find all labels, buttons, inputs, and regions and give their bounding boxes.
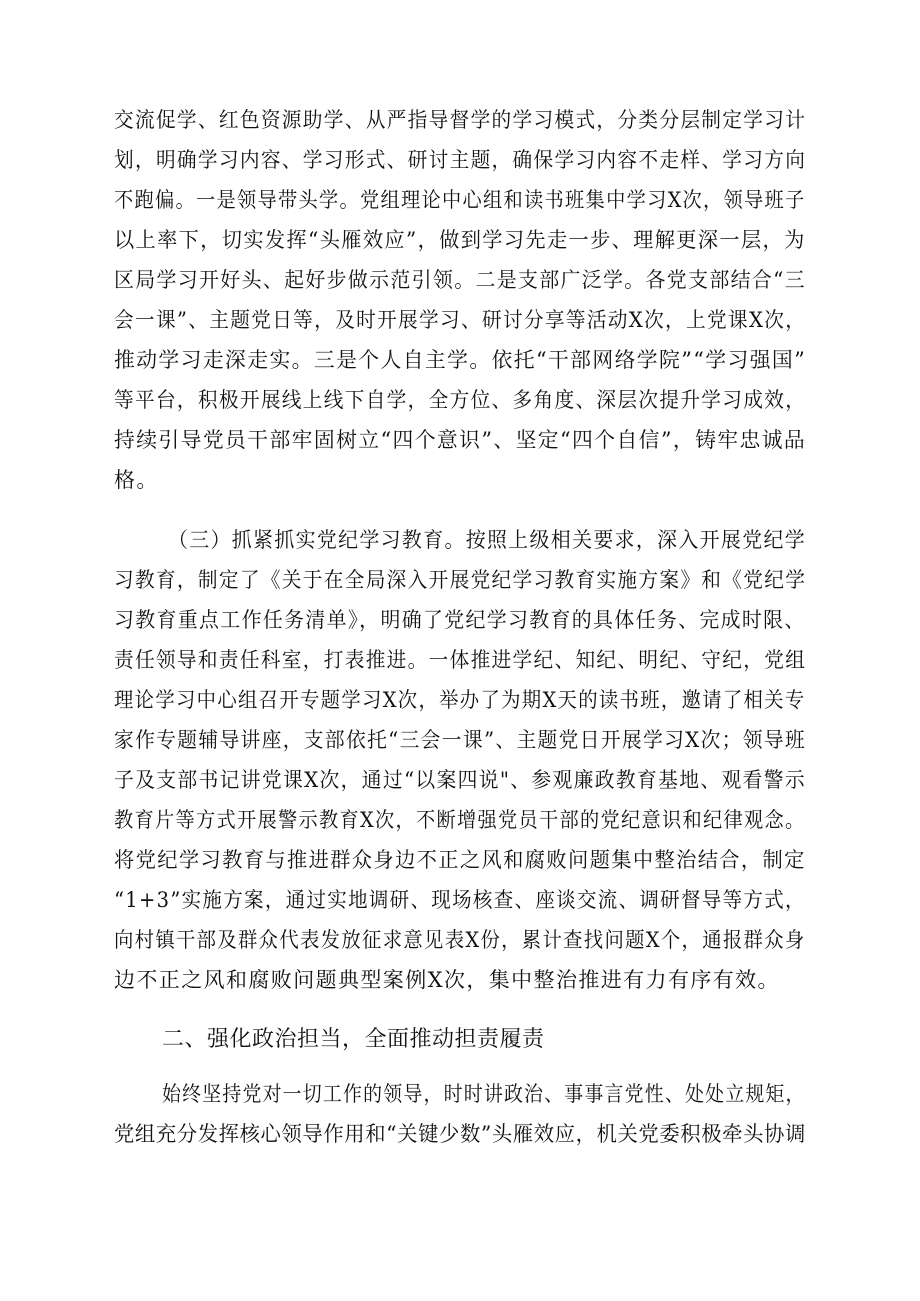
section-heading: 二、强化政治担当，全面推动担责履责 (162, 1027, 545, 1052)
text-line: 划，明确学习内容、学习形式、研讨主题，确保学习内容不走样、学习方向 (114, 148, 807, 172)
text-line: 格。 (114, 468, 159, 492)
text-line: 持续引导党员干部牢固树立“四个意识”、坚定“四个自信”，铸牢忠诚品 (114, 428, 807, 452)
text-line: 习教育重点工作任务清单》，明确了党纪学习教育的具体任务、完成时限、 (114, 608, 806, 632)
text-line: 边不正之风和腐败问题典型案例X次，集中整治推进有力有序有效。 (114, 968, 780, 992)
text-line: 区局学习开好头、起好步做示范引领。二是支部广泛学。各党支部结合“三 (114, 268, 806, 292)
text-line: 子及支部书记讲党课X次，通过“以案四说"、参观廉政教育基地、观看警示 (114, 768, 806, 792)
text-line: 向村镇干部及群众代表发放征求意见表X份，累计查找问题X个，通报群众身 (114, 928, 806, 952)
text-line: 始终坚持党对一切工作的领导，时时讲政治、事事言党性、处处立规矩， (162, 1082, 806, 1106)
text-line: 推动学习走深走实。三是个人自主学。依托“干部网络学院”“学习强国” (114, 348, 807, 372)
text-line: 以上率下，切实发挥“头雁效应”，做到学习先走一步、理解更深一层，为 (114, 228, 806, 252)
text-line: 交流促学、红色资源助学、从严指导督学的学习模式，分类分层制定学习计 (114, 108, 807, 132)
text-line: 家作专题辅导讲座，支部依托“三会一课”、主题党日开展学习X次；领导班 (114, 728, 807, 752)
text-line: 习教育，制定了《关于在全局深入开展党纪学习教育实施方案》和《党纪学 (114, 568, 807, 592)
text-line: 等平台，积极开展线上线下自学，全方位、多角度、深层次提升学习成效， (114, 388, 807, 412)
text-line: 将党纪学习教育与推进群众身边不正之风和腐败问题集中整治结合，制定 (114, 848, 806, 872)
text-line: 不跑偏。一是领导带头学。党组理论中心组和读书班集中学习X次，领导班子 (114, 188, 806, 212)
text-line: （三）抓紧抓实党纪学习教育。按照上级相关要求，深入开展党纪学 (168, 528, 806, 552)
text-line: 会一课”、主题党日等，及时开展学习、研讨分享等活动X次，上党课X次， (114, 308, 807, 332)
text-line: 党组充分发挥核心领导作用和“关键少数”头雁效应，机关党委积极牵头协调 (114, 1122, 806, 1146)
text-line: “1+3”实施方案，通过实地调研、现场核查、座谈交流、调研督导等方式， (114, 888, 806, 912)
text-line: 教育片等方式开展警示教育X次，不断增强党员干部的党纪意识和纪律观念。 (114, 808, 806, 832)
text-line: 理论学习中心组召开专题学习X次，举办了为期X天的读书班，邀请了相关专 (114, 688, 806, 712)
text-line: 责任领导和责任科室，打表推进。一体推进学纪、知纪、明纪、守纪，党组 (114, 648, 807, 672)
